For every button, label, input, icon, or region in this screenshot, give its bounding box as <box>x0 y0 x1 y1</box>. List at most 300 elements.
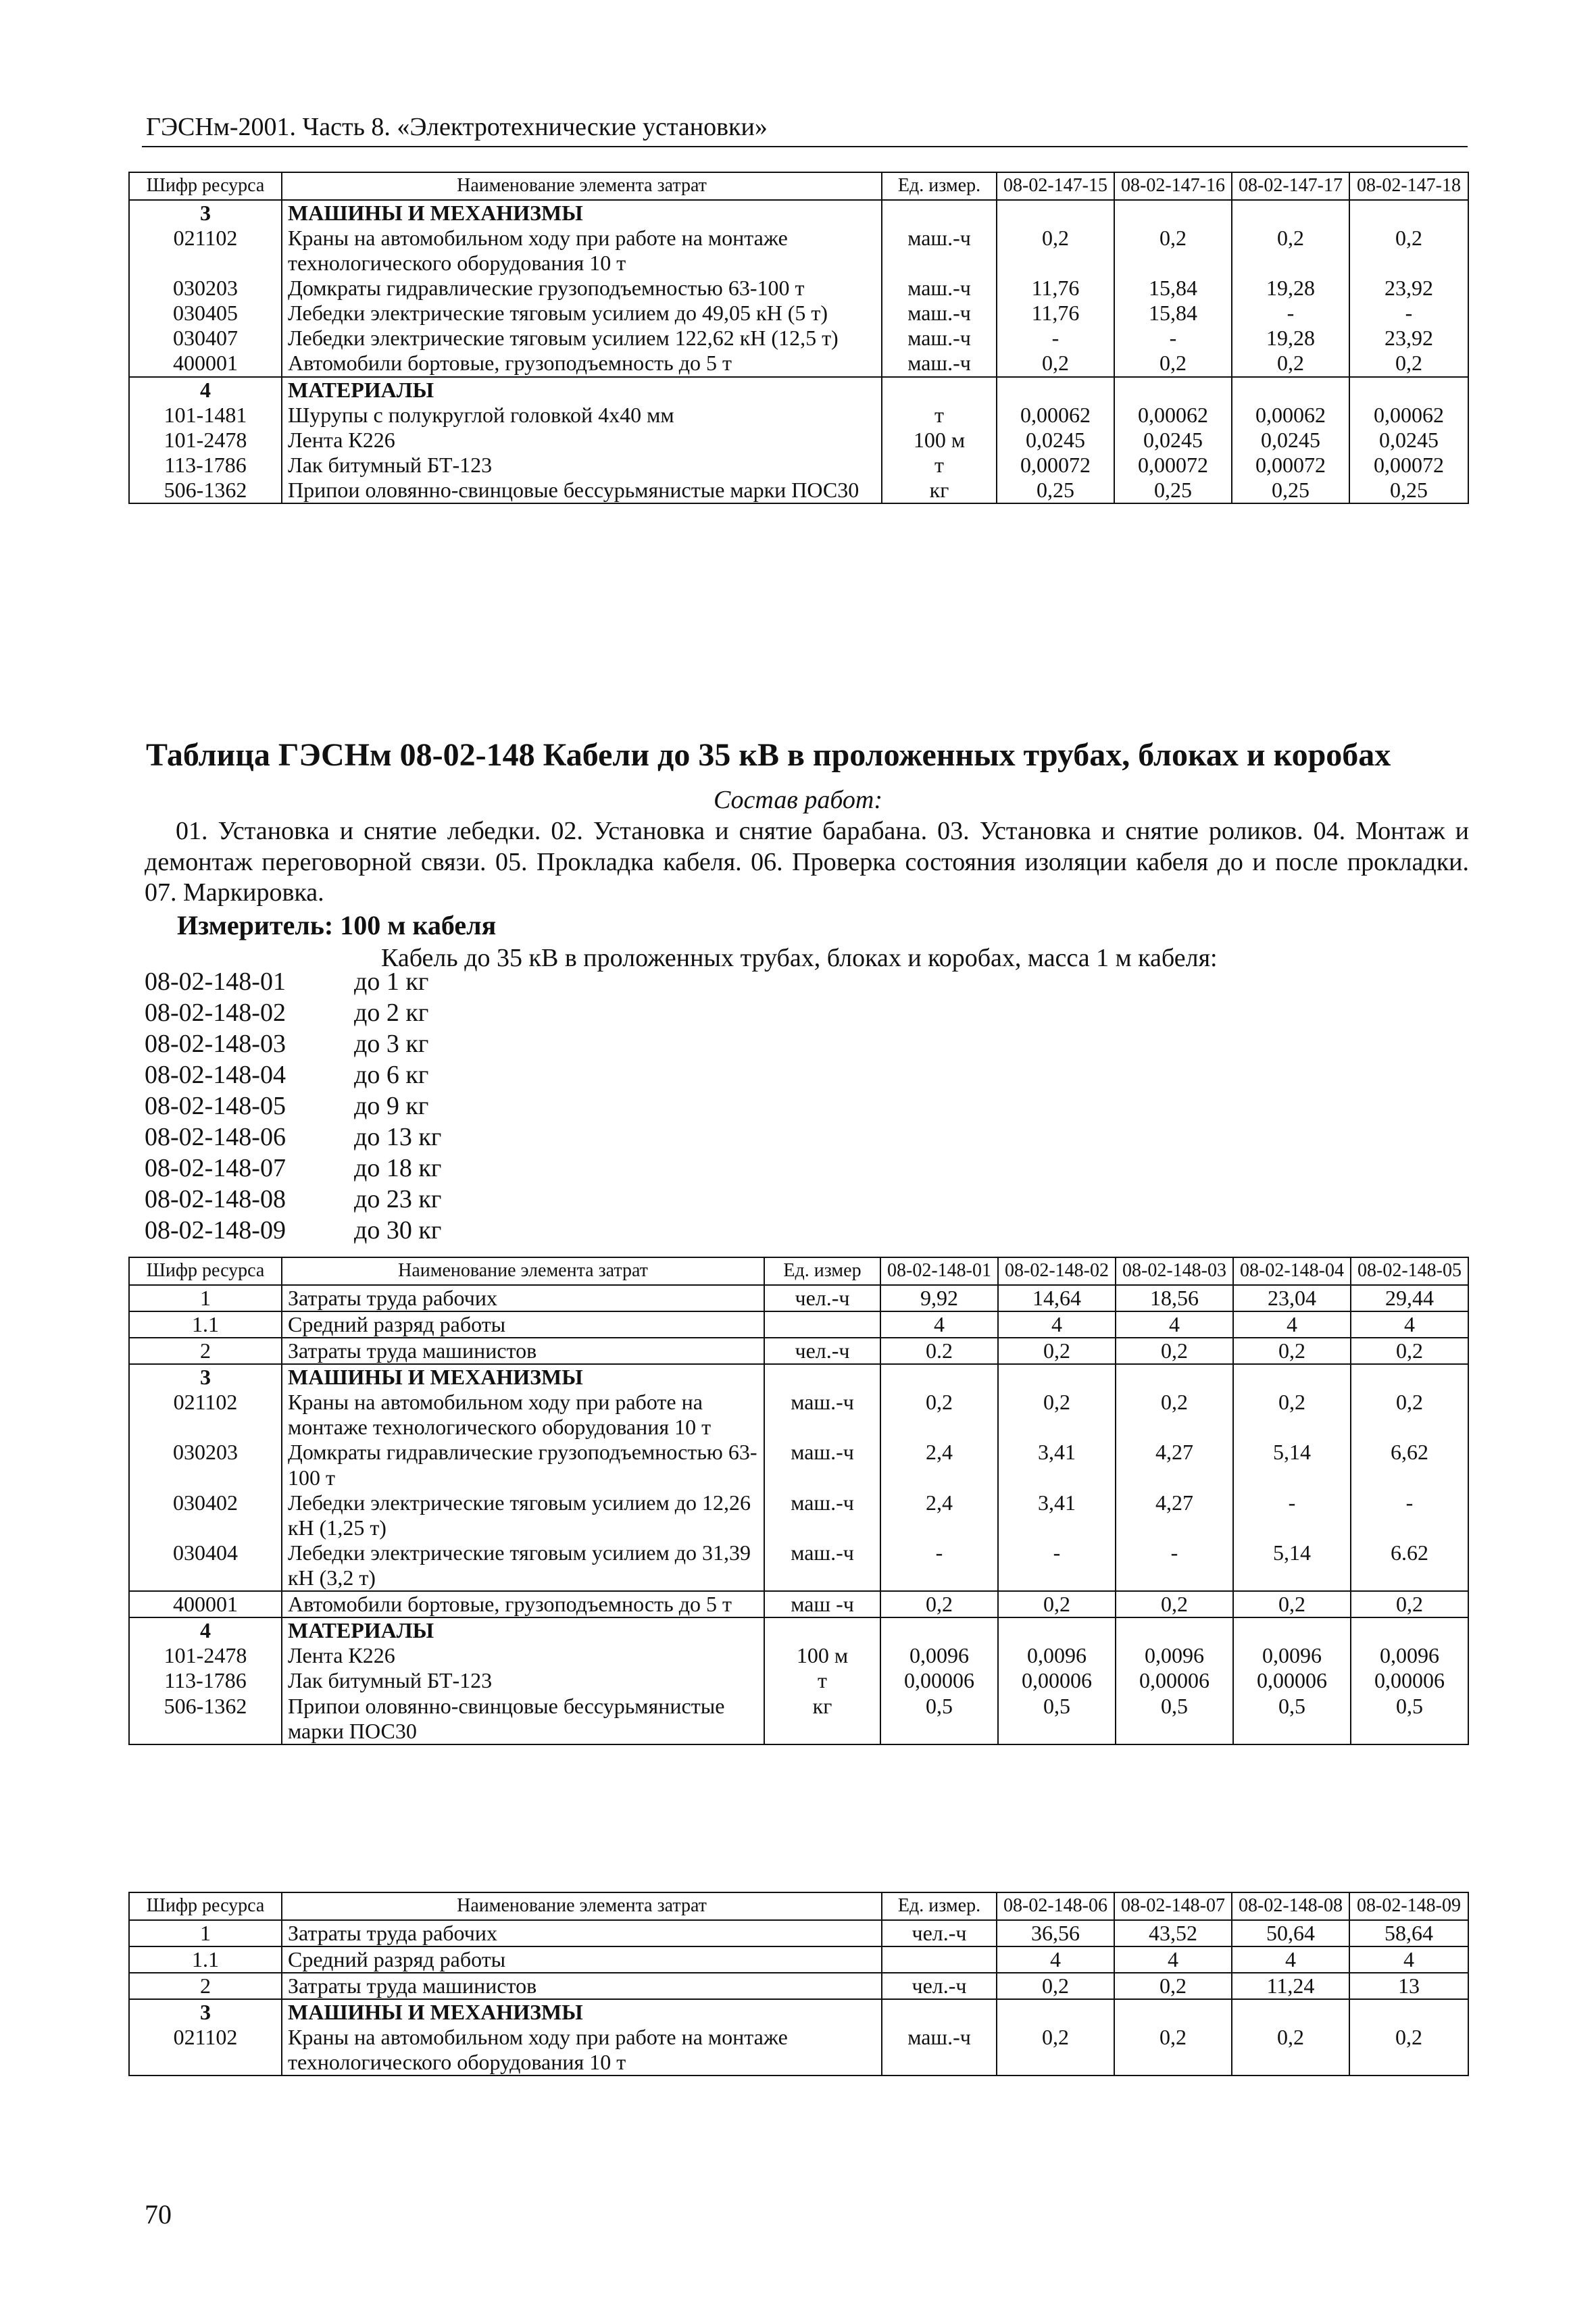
norm-value: 0,0245 <box>1232 428 1349 453</box>
norm-code: 08-02-148-09 <box>145 1216 286 1244</box>
norm-code: 08-02-148-06 <box>145 1123 286 1151</box>
norm-value: 0,25 <box>1349 478 1468 503</box>
resource-code: 4 <box>129 377 282 403</box>
resource-unit: маш.-ч <box>764 1390 880 1440</box>
norm-value: 0,5 <box>998 1694 1116 1744</box>
resource-code: 1 <box>129 1920 282 1946</box>
norm-code-item <box>145 1215 441 1246</box>
resource-unit: кг <box>882 478 997 503</box>
norm-value <box>880 1364 998 1390</box>
norm-value: 0,2 <box>998 1338 1116 1364</box>
resource-name: Припои оловянно-свинцовые бессурьмянистые марки ПОС30 <box>282 478 882 503</box>
resource-unit: кг <box>764 1694 880 1744</box>
norm-value: 0,2 <box>1114 351 1232 376</box>
section-row <box>129 1617 1468 1643</box>
col-header-unit: Ед. измер <box>764 1257 880 1285</box>
resource-name: Средний разряд работы <box>282 1946 882 1973</box>
norm-code-mass: до 30 кг <box>354 1216 442 1244</box>
norm-value: 0,2 <box>1114 226 1232 276</box>
col-header-norm: 08-02-148-08 <box>1232 1892 1349 1920</box>
resource-code: 506-1362 <box>129 478 282 503</box>
resource-name: Лента К226 <box>282 1643 764 1668</box>
resource-name: МАШИНЫ И МЕХАНИЗМЫ <box>282 1999 882 2025</box>
resource-unit: чел.-ч <box>764 1338 880 1364</box>
resource-code: 3 <box>129 1999 282 2025</box>
norm-value: 13 <box>1349 1973 1468 1999</box>
resource-name: Лента К226 <box>282 428 882 453</box>
resource-code: 021102 <box>129 226 282 276</box>
resource-code: 030405 <box>129 301 282 326</box>
resource-name: Припои оловянно-свинцовые бессурьмянистые марки ПОС30 <box>282 1694 764 1744</box>
resource-name: Лак битумный БТ-123 <box>282 453 882 478</box>
norm-value: 4 <box>998 1311 1116 1338</box>
col-header-norm: 08-02-147-17 <box>1232 172 1349 200</box>
resource-name: Домкраты гидравлические грузоподъемностью 63-100 т <box>282 1440 764 1490</box>
resource-code: 101-2478 <box>129 428 282 453</box>
section-row <box>129 200 1468 226</box>
running-header: ГЭСНм-2001. Часть 8. «Электротехнические установки» <box>146 113 768 141</box>
resource-name: МАШИНЫ И МЕХАНИЗМЫ <box>282 1364 764 1390</box>
norm-value: 43,52 <box>1114 1920 1232 1946</box>
norm-value: 0,00006 <box>880 1668 998 1693</box>
norm-value <box>998 1364 1116 1390</box>
norm-value <box>880 1617 998 1643</box>
norm-value: 0,2 <box>1351 1591 1468 1617</box>
resource-unit: маш.-ч <box>882 351 997 376</box>
norm-value <box>997 377 1114 403</box>
norm-value: 19,28 <box>1232 326 1349 351</box>
table-row <box>129 226 1468 276</box>
norm-value: 0,2 <box>998 1591 1116 1617</box>
resource-unit: 100 м <box>764 1643 880 1668</box>
resource-name: Затраты труда рабочих <box>282 1285 764 1311</box>
norm-value: 0,2 <box>1233 1591 1351 1617</box>
resource-code: 1 <box>129 1285 282 1311</box>
table-row <box>129 428 1468 453</box>
norm-code-item <box>145 1059 441 1090</box>
norm-code-mass: до 3 кг <box>354 1030 429 1058</box>
resource-name: Лебедки электрические тяговым усилием до 31,39 кН (3,2 т) <box>282 1540 764 1591</box>
table-row <box>129 276 1468 301</box>
resource-unit <box>882 1946 997 1973</box>
resource-unit: маш -ч <box>764 1591 880 1617</box>
resource-unit: чел.-ч <box>882 1973 997 1999</box>
norm-code: 08-02-148-05 <box>145 1092 286 1120</box>
norm-code-item <box>145 966 441 997</box>
table-row <box>129 1694 1468 1744</box>
norm-value: 18,56 <box>1116 1285 1233 1311</box>
norm-value: 11,76 <box>997 276 1114 301</box>
norm-value: - <box>998 1540 1116 1591</box>
norm-value: 50,64 <box>1232 1920 1349 1946</box>
resource-code: 021102 <box>129 2025 282 2076</box>
norm-value: 3,41 <box>998 1440 1116 1490</box>
norm-value: 0,5 <box>1351 1694 1468 1744</box>
norm-value: 0,00072 <box>1232 453 1349 478</box>
resource-unit: маш.-ч <box>882 276 997 301</box>
norm-value <box>1349 1999 1468 2025</box>
resource-unit: т <box>882 403 997 428</box>
norm-value: 3,41 <box>998 1490 1116 1540</box>
col-header-name: Наименование элемента затрат <box>282 1892 882 1920</box>
norm-value: 29,44 <box>1351 1285 1468 1311</box>
table-row <box>129 453 1468 478</box>
resource-code: 113-1786 <box>129 1668 282 1693</box>
norm-value: 19,28 <box>1232 276 1349 301</box>
norm-value: 2,4 <box>880 1440 998 1490</box>
norm-code-mass: до 9 кг <box>354 1092 429 1120</box>
resource-name: Средний разряд работы <box>282 1311 764 1338</box>
resource-code: 1.1 <box>129 1311 282 1338</box>
norm-code-mass: до 13 кг <box>354 1123 442 1151</box>
table-row <box>129 478 1468 503</box>
resource-name: Краны на автомобильном ходу при работе на монтаже технологического оборудования 10 т <box>282 2025 882 2076</box>
resource-unit: чел.-ч <box>764 1285 880 1311</box>
col-header-norm: 08-02-147-18 <box>1349 172 1468 200</box>
resource-code: 030203 <box>129 1440 282 1490</box>
norm-value: 0,2 <box>1114 1973 1232 1999</box>
norm-value: 0,2 <box>880 1591 998 1617</box>
norm-value: 0,2 <box>1116 1591 1233 1617</box>
norm-code-mass: до 2 кг <box>354 999 429 1027</box>
norm-value: 0,25 <box>997 478 1114 503</box>
norm-value <box>998 1617 1116 1643</box>
col-header-norm: 08-02-147-15 <box>997 172 1114 200</box>
norm-value <box>1232 200 1349 226</box>
norm-value: - <box>997 326 1114 351</box>
norm-code: 08-02-148-07 <box>145 1154 286 1182</box>
resource-unit: маш.-ч <box>882 2025 997 2076</box>
norm-value: 6,62 <box>1351 1440 1468 1490</box>
resource-unit: маш.-ч <box>882 301 997 326</box>
norm-value: - <box>1114 326 1232 351</box>
norm-value: 14,64 <box>998 1285 1116 1311</box>
section-row <box>129 1999 1468 2025</box>
norm-value <box>1114 377 1232 403</box>
table-row <box>129 1973 1468 1999</box>
norm-value: 0.2 <box>880 1338 998 1364</box>
table-row <box>129 1285 1468 1311</box>
norm-value: 0,0245 <box>1349 428 1468 453</box>
norm-value: 4 <box>1114 1946 1232 1973</box>
resource-table-148-06-09 <box>128 1892 1469 2076</box>
norm-value: 0,2 <box>1351 1390 1468 1440</box>
norm-value: 0,2 <box>997 351 1114 376</box>
norm-value: 15,84 <box>1114 276 1232 301</box>
resource-name: Затраты труда машинистов <box>282 1338 764 1364</box>
norm-value: - <box>1116 1540 1233 1591</box>
norm-value <box>1116 1617 1233 1643</box>
norm-value: 4 <box>1351 1311 1468 1338</box>
norm-code-mass: до 1 кг <box>354 967 429 996</box>
col-header-code: Шифр ресурса <box>129 1257 282 1285</box>
norm-value: 0,2 <box>1349 226 1468 276</box>
norm-value: 0,00006 <box>998 1668 1116 1693</box>
cable-description: Кабель до 35 кВ в проложенных трубах, блоках и коробах, масса 1 м кабеля: <box>381 944 1218 972</box>
norm-value: 0,2 <box>880 1390 998 1440</box>
resource-name: Лебедки электрические тяговым усилием до 12,26 кН (1,25 т) <box>282 1490 764 1540</box>
norm-value: 0,2 <box>1349 2025 1468 2076</box>
norm-value: 0,2 <box>1116 1338 1233 1364</box>
norm-value: 0,2 <box>1351 1338 1468 1364</box>
norm-code: 08-02-148-03 <box>145 1030 286 1058</box>
norm-value <box>1349 200 1468 226</box>
col-header-norm: 08-02-148-07 <box>1114 1892 1232 1920</box>
table-148-title: Таблица ГЭСНм 08-02-148 Кабели до 35 кВ в проложенных трубах, блоках и коробах <box>146 737 1391 773</box>
resource-unit: т <box>882 453 997 478</box>
norm-value: - <box>1349 301 1468 326</box>
resource-name: Краны на автомобильном ходу при работе на монтаже технологического оборудования 10 т <box>282 226 882 276</box>
norm-value <box>1116 1364 1233 1390</box>
norm-value <box>1232 1999 1349 2025</box>
norm-value: 0,2 <box>997 226 1114 276</box>
table-row <box>129 1540 1468 1591</box>
norm-code-mass: до 18 кг <box>354 1154 442 1182</box>
col-header-name: Наименование элемента затрат <box>282 172 882 200</box>
work-composition-text: 01. Установка и снятие лебедки. 02. Установка и снятие барабана. 03. Установка и снятие роликов. 04. Монтаж и демонтаж переговорной связи. 05. Прокладка кабеля. 06. Проверка состояния изоляции кабеля до и после прокладки. 07. Маркировка. <box>145 817 1469 907</box>
norm-value: 0,2 <box>997 2025 1114 2076</box>
norm-value: 0,2 <box>1114 2025 1232 2076</box>
norm-value: 0,00072 <box>1114 453 1232 478</box>
norm-code-item <box>145 1184 441 1215</box>
col-header-norm: 08-02-148-03 <box>1116 1257 1233 1285</box>
norm-value: - <box>1351 1490 1468 1540</box>
resource-unit: маш.-ч <box>882 226 997 276</box>
resource-code: 101-2478 <box>129 1643 282 1668</box>
col-header-unit: Ед. измер. <box>882 172 997 200</box>
norm-value: 4 <box>880 1311 998 1338</box>
norm-value: 0,5 <box>1116 1694 1233 1744</box>
section-row <box>129 377 1468 403</box>
header-rule <box>142 146 1468 147</box>
resource-name: МАТЕРИАЛЫ <box>282 377 882 403</box>
work-composition-heading: Состав работ: <box>713 786 883 814</box>
norm-value: 2,4 <box>880 1490 998 1540</box>
norm-value: 0,5 <box>880 1694 998 1744</box>
norm-code-mass: до 23 кг <box>354 1185 442 1213</box>
norm-code: 08-02-148-01 <box>145 967 286 996</box>
norm-value: 0,2 <box>1349 351 1468 376</box>
norm-value <box>1351 1617 1468 1643</box>
resource-name: Шурупы с полукруглой головкой 4x40 мм <box>282 403 882 428</box>
norm-value <box>997 200 1114 226</box>
norm-value: 0,00062 <box>1114 403 1232 428</box>
table-row <box>129 1920 1468 1946</box>
table-row <box>129 1591 1468 1617</box>
resource-code: 2 <box>129 1338 282 1364</box>
resource-code: 021102 <box>129 1390 282 1440</box>
norm-value: - <box>1233 1490 1351 1540</box>
norm-value: 0,00072 <box>1349 453 1468 478</box>
resource-code: 1.1 <box>129 1946 282 1973</box>
norm-code: 08-02-148-08 <box>145 1185 286 1213</box>
resource-unit <box>882 377 997 403</box>
col-header-norm: 08-02-148-09 <box>1349 1892 1468 1920</box>
norm-value <box>1114 1999 1232 2025</box>
table-row <box>129 301 1468 326</box>
resource-unit <box>764 1364 880 1390</box>
norm-value: 0,0096 <box>1351 1643 1468 1668</box>
norm-value: 0,0096 <box>1116 1643 1233 1668</box>
table-row <box>129 2025 1468 2076</box>
resource-unit: чел.-ч <box>882 1920 997 1946</box>
table-row <box>129 1668 1468 1693</box>
col-header-norm: 08-02-147-16 <box>1114 172 1232 200</box>
norm-value: 0,00072 <box>997 453 1114 478</box>
norm-value: 11,76 <box>997 301 1114 326</box>
resource-unit <box>764 1617 880 1643</box>
section-row <box>129 1364 1468 1390</box>
resource-table-148-01-05 <box>128 1257 1469 1745</box>
col-header-name: Наименование элемента затрат <box>282 1257 764 1285</box>
norm-value: 0,2 <box>997 1973 1114 1999</box>
norm-value: 0,2 <box>1233 1390 1351 1440</box>
norm-value: 0,25 <box>1232 478 1349 503</box>
page-number: 70 <box>145 2199 172 2230</box>
resource-name: Затраты труда рабочих <box>282 1920 882 1946</box>
norm-value: 0,00006 <box>1116 1668 1233 1693</box>
resource-code: 4 <box>129 1617 282 1643</box>
norm-value: 11,24 <box>1232 1973 1349 1999</box>
norm-value: 23,92 <box>1349 326 1468 351</box>
col-header-unit: Ед. измер. <box>882 1892 997 1920</box>
col-header-code: Шифр ресурса <box>129 172 282 200</box>
resource-unit <box>882 200 997 226</box>
norm-value: 0,2 <box>1232 351 1349 376</box>
norm-value <box>1349 377 1468 403</box>
resource-name: Автомобили бортовые, грузоподъемность до 5 т <box>282 1591 764 1617</box>
norm-value: 6.62 <box>1351 1540 1468 1591</box>
resource-unit <box>764 1311 880 1338</box>
resource-code: 3 <box>129 1364 282 1390</box>
norm-value: 15,84 <box>1114 301 1232 326</box>
norm-value: 0,0245 <box>997 428 1114 453</box>
norm-code-list <box>145 966 441 1246</box>
norm-code-item <box>145 1028 441 1059</box>
resource-table-147 <box>128 172 1469 504</box>
table-row <box>129 1311 1468 1338</box>
norm-value <box>1232 377 1349 403</box>
resource-code: 101-1481 <box>129 403 282 428</box>
norm-value: 4 <box>1116 1311 1233 1338</box>
norm-value: 4 <box>1233 1311 1351 1338</box>
resource-name: МАШИНЫ И МЕХАНИЗМЫ <box>282 200 882 226</box>
norm-value: 0,00006 <box>1233 1668 1351 1693</box>
table-row <box>129 403 1468 428</box>
table-row <box>129 351 1468 376</box>
norm-value: 0,00006 <box>1351 1668 1468 1693</box>
norm-value <box>1351 1364 1468 1390</box>
resource-code: 3 <box>129 200 282 226</box>
norm-value: 36,56 <box>997 1920 1114 1946</box>
norm-value: 5,14 <box>1233 1540 1351 1591</box>
resource-name: Лебедки электрические тяговым усилием до 49,05 кН (5 т) <box>282 301 882 326</box>
norm-value: 0,2 <box>1232 226 1349 276</box>
col-header-norm: 08-02-148-04 <box>1233 1257 1351 1285</box>
resource-name: МАТЕРИАЛЫ <box>282 1617 764 1643</box>
table-row <box>129 1643 1468 1668</box>
resource-unit: т <box>764 1668 880 1693</box>
norm-value: - <box>1232 301 1349 326</box>
resource-code: 030404 <box>129 1540 282 1591</box>
norm-value: 0,2 <box>998 1390 1116 1440</box>
resource-unit: маш.-ч <box>882 326 997 351</box>
resource-unit: маш.-ч <box>764 1490 880 1540</box>
resource-code: 400001 <box>129 1591 282 1617</box>
table-row <box>129 326 1468 351</box>
col-header-norm: 08-02-148-06 <box>997 1892 1114 1920</box>
resource-code: 2 <box>129 1973 282 1999</box>
norm-value: 0,0096 <box>998 1643 1116 1668</box>
resource-code: 030402 <box>129 1490 282 1540</box>
norm-value: 58,64 <box>1349 1920 1468 1946</box>
table-row <box>129 1338 1468 1364</box>
norm-value: 0,2 <box>1233 1338 1351 1364</box>
resource-unit: 100 м <box>882 428 997 453</box>
norm-code-item <box>145 1090 441 1122</box>
resource-name: Лак битумный БТ-123 <box>282 1668 764 1693</box>
norm-value: 4,27 <box>1116 1440 1233 1490</box>
norm-value: 0,0245 <box>1114 428 1232 453</box>
col-header-norm: 08-02-148-05 <box>1351 1257 1468 1285</box>
table-row <box>129 1390 1468 1440</box>
resource-name: Домкраты гидравлические грузоподъемностью 63-100 т <box>282 276 882 301</box>
resource-unit: маш.-ч <box>764 1540 880 1591</box>
resource-code: 506-1362 <box>129 1694 282 1744</box>
resource-name: Краны на автомобильном ходу при работе на монтаже технологического оборудования 10 т <box>282 1390 764 1440</box>
norm-value: 0,2 <box>1116 1390 1233 1440</box>
norm-value <box>1233 1617 1351 1643</box>
unit-of-measure: Измеритель: 100 м кабеля <box>177 910 497 940</box>
resource-code: 030203 <box>129 276 282 301</box>
resource-code: 400001 <box>129 351 282 376</box>
norm-value: 9,92 <box>880 1285 998 1311</box>
col-header-norm: 08-02-148-01 <box>880 1257 998 1285</box>
resource-code: 030407 <box>129 326 282 351</box>
resource-name: Затраты труда машинистов <box>282 1973 882 1999</box>
norm-value: 0,25 <box>1114 478 1232 503</box>
norm-value: 0,00062 <box>1349 403 1468 428</box>
resource-code: 113-1786 <box>129 453 282 478</box>
norm-value: 0,5 <box>1233 1694 1351 1744</box>
norm-value: 0,00062 <box>997 403 1114 428</box>
norm-value <box>1114 200 1232 226</box>
table-row <box>129 1946 1468 1973</box>
norm-value: 4 <box>1349 1946 1468 1973</box>
resource-name: Автомобили бортовые, грузоподъемность до 5 т <box>282 351 882 376</box>
norm-code: 08-02-148-02 <box>145 999 286 1027</box>
norm-value: 23,92 <box>1349 276 1468 301</box>
table-row <box>129 1490 1468 1540</box>
norm-value: 0,0096 <box>1233 1643 1351 1668</box>
norm-code: 08-02-148-04 <box>145 1061 286 1089</box>
norm-code-item <box>145 1153 441 1184</box>
norm-value: 4 <box>997 1946 1114 1973</box>
col-header-code: Шифр ресурса <box>129 1892 282 1920</box>
norm-value: 4,27 <box>1116 1490 1233 1540</box>
norm-value: 5,14 <box>1233 1440 1351 1490</box>
norm-value: - <box>880 1540 998 1591</box>
resource-unit <box>882 1999 997 2025</box>
resource-unit: маш.-ч <box>764 1440 880 1490</box>
norm-code-item <box>145 1122 441 1153</box>
table-row <box>129 1440 1468 1490</box>
norm-value <box>997 1999 1114 2025</box>
norm-value: 4 <box>1232 1946 1349 1973</box>
norm-code-item <box>145 997 441 1028</box>
norm-value: 0,00062 <box>1232 403 1349 428</box>
norm-value <box>1233 1364 1351 1390</box>
